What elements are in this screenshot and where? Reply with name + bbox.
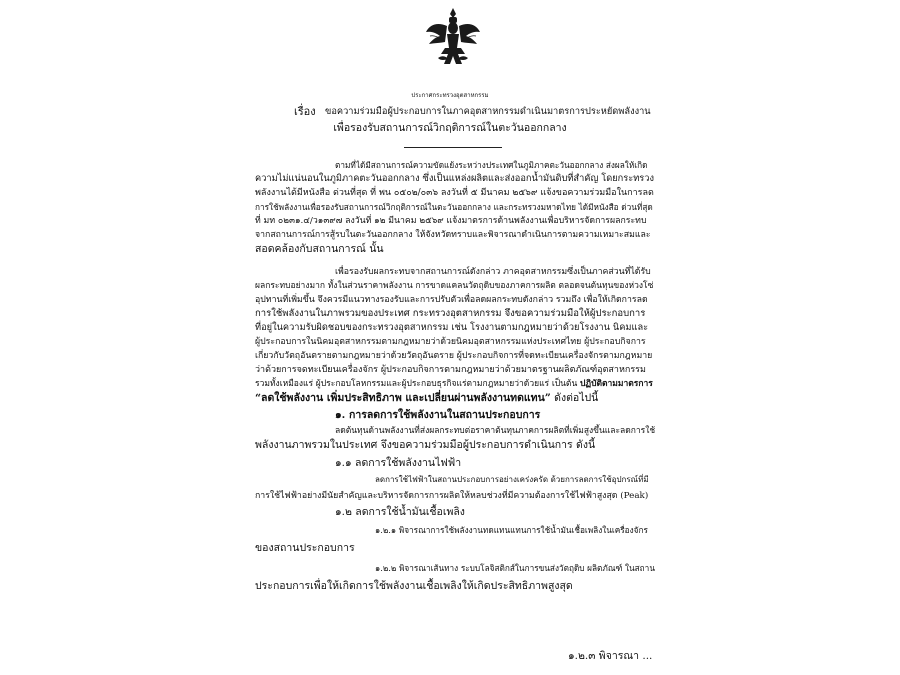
p2-line: ว่าด้วยการจดทะเบียนเครื่องจักร ผู้ประกอบกิจการตามกฎหมายว่าด้วยมาตรฐานผลิตภัณฑ์อุตสาหกรรม — [255, 365, 646, 375]
p2-line: เพื่อรองรับผลกระทบจากสถานการณ์ดังกล่าว ภาคอุตสาหกรรมซึ่งเป็นภาคส่วนที่ได้รับ — [335, 267, 651, 277]
p1-line: จากสถานการณ์การสู้รบในตะวันออกกลาง ให้จังหวัดทราบและพิจารณาดำเนินการตามความเหมาะสมและ — [255, 230, 651, 240]
subject-line-1: ขอความร่วมมือผู้ประกอบการในภาคอุตสาหกรรมดำเนินมาตรการประหยัดพลังงาน — [325, 106, 651, 117]
p1-line: ที่ มท ๐๒๓๑.๔/ว๑๓๙๗ ลงวันที่ ๑๒ มีนาคม ๒๕๖๙ แจ้งมาตรการด้านพลังงานเพื่อบริหารจัดการผลกระทบ — [255, 216, 647, 226]
section-1-1-body: ลดการใช้ไฟฟ้าในสถานประกอบการอย่างเคร่งครัด ด้วยการลดการใช้อุปกรณ์ที่มี — [375, 475, 649, 484]
p2-line: ที่อยู่ในความรับผิดชอบของกระทรวงอุตสาหกรรม เช่น โรงงานตามกฎหมายว่าด้วยโรงงาน นิคมและ — [255, 322, 649, 333]
p2-line: ผลกระทบอย่างมาก ทั้งในส่วนราคาพลังงาน การขาดแคลนวัตถุดิบของภาคการผลิต ตลอดจนต้นทุนของห่วงโซ่ — [255, 281, 654, 291]
section-1-1-body: การใช้ไฟฟ้าอย่างมีนัยสำคัญและบริหารจัดการการผลิตให้หลบช่วงที่มีความต้องการใช้ไฟฟ้าสูงสุด (Peak) — [255, 491, 649, 501]
announcement-org: ประกาศกระทรวงอุตสาหกรรม — [411, 92, 489, 99]
header-divider — [404, 147, 502, 148]
p2-line — [255, 378, 653, 390]
section-1-body: พลังงานภาพรวมในประเทศ จึงขอความร่วมมือผู้ประกอบการดำเนินการ ดังนี้ — [255, 439, 596, 451]
section-1-body: ลดต้นทุนด้านพลังงานที่ส่งผลกระทบต่อราคาต้นทุนภาคการผลิตที่เพิ่มสูงขึ้นและลดการใช้ — [335, 426, 656, 436]
p1-line: ความไม่แน่นอนในภูมิภาคตะวันออกกลาง ซึ่งเป็นแหล่งผลิตและส่งออกน้ำมันดิบที่สำคัญ โดยกระทรวง — [255, 173, 654, 184]
subject-line-2: เพื่อรองรับสถานการณ์วิกฤติการณ์ในตะวันออกกลาง — [333, 122, 567, 134]
p1-line: ตามที่ได้มีสถานการณ์ความขัดแย้งระหว่างประเทศในภูมิภาคตะวันออกกลาง ส่งผลให้เกิด — [335, 160, 648, 170]
p2-line: เกี่ยวกับวัตถุอันตรายตามกฎหมายว่าด้วยวัตถุอันตราย ผู้ประกอบกิจการที่จดทะเบียนเครื่องจักรตามกฎหมาย — [255, 351, 653, 361]
measure-tail: ดังต่อไปนี้ — [554, 392, 599, 404]
section-1-2-2: ประกอบการเพื่อให้เกิดการใช้พลังงานเชื้อเพลิงให้เกิดประสิทธิภาพสูงสุด — [255, 580, 573, 592]
page-continuation: ๑.๒.๓ พิจารณา ... — [568, 650, 653, 662]
measure-slogan: “ลดใช้พลังงาน เพิ่มประสิทธิภาพ และเปลี่ยนผ่านพลังงานทดแทน” — [255, 392, 551, 404]
p2-measure-line — [255, 392, 598, 404]
p1-line: การใช้พลังงานเพื่อรองรับสถานการณ์วิกฤติการณ์ในตะวันออกกลาง และกระทรวงมหาดไทย ได้มีหนังสือ ด่วนที่สุด — [255, 202, 653, 212]
section-1-2-2: ๑.๒.๒ พิจารณาเส้นทาง ระบบโลจิสติกส์ในการขนส่งวัตถุดิบ ผลิตภัณฑ์ ในสถาน — [375, 563, 655, 573]
p2-line: อุปทานที่เพิ่มขึ้น จึงควรมีแนวทางรองรับและการปรับตัวเพื่อลดผลกระทบดังกล่าว รวมถึง เพื่อให้เกิดการลด — [255, 295, 648, 305]
p2-line: ผู้ประกอบการในนิคมอุตสาหกรรมตามกฎหมายว่าด้วยนิคมอุตสาหกรรมแห่งประเทศไทย ผู้ประกอบกิจการ — [255, 337, 646, 347]
p2-measure-label: ปฏิบัติตามมาตรการ — [579, 379, 653, 389]
section-1-title: ๑. การลดการใช้พลังงานในสถานประกอบการ — [335, 409, 541, 421]
subject-label: เรื่อง — [294, 105, 316, 118]
section-1-2-1: ของสถานประกอบการ — [255, 542, 355, 554]
p1-line: สอดคล้องกับสถานการณ์ นั้น — [255, 243, 384, 255]
p2-line: การใช้พลังงานในภาพรวมของประเทศ กระทรวงอุตสาหกรรม จึงขอความร่วมมือให้ผู้ประกอบการ — [255, 308, 646, 319]
section-1-2-title: ๑.๒ ลดการใช้น้ำมันเชื้อเพลิง — [335, 506, 465, 518]
section-1-1-title: ๑.๑ ลดการใช้พลังงานไฟฟ้า — [335, 457, 462, 469]
garuda-emblem-icon — [424, 6, 482, 68]
p1-line: พลังงานได้มีหนังสือ ด่วนที่สุด ที่ พน ๐๕๐๒/๐๓๖ ลงวันที่ ๕ มีนาคม ๒๕๖๙ แจ้งขอความร่วมมือในการลด — [255, 188, 654, 198]
section-1-2-1: ๑.๒.๑ พิจารณาการใช้พลังงานทดแทนแทนการใช้น้ำมันเชื้อเพลิงในเครื่องจักร — [375, 525, 648, 535]
p2-line-text: รวมทั้งเหมืองแร่ ผู้ประกอบโลหกรรมและผู้ประกอบธุรกิจแร่ตามกฎหมายว่าด้วยแร่ เป็นต้น — [255, 379, 578, 389]
